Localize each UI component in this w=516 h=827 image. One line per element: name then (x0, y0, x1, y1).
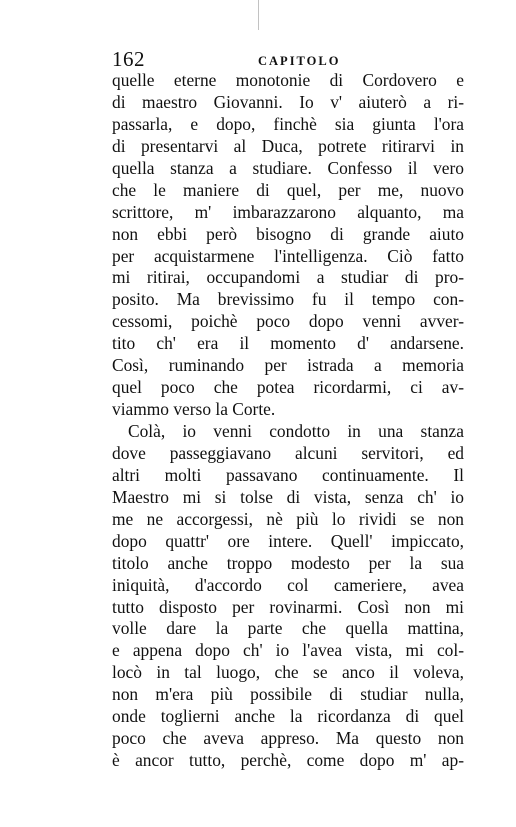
text-line: quella stanza a studiare. Confesso il vero (112, 157, 464, 178)
text-line: dove passeggiavano alcuni servitori, ed (112, 442, 464, 463)
page-number: 162 (112, 47, 145, 71)
text-line: quelle eterne monotonie di Cordovero e (112, 70, 464, 90)
text-line: non m'era più possibile di studiar nulla, (112, 684, 464, 705)
text-line: e appena dopo ch' io l'avea vista, mi col- (112, 640, 464, 661)
text-line: quel poco che potea ricordarmi, ci av- (112, 377, 464, 398)
text-line: cessomi, poichè poco dopo venni avver- (112, 311, 464, 332)
text-line: iniquità, d'accordo col cameriere, avea (112, 574, 464, 595)
text-line: posito. Ma brevissimo fu il tempo con- (112, 289, 464, 310)
text-line: dopo quattr' ore intere. Quell' impiccato, (112, 530, 464, 551)
text-line: che le maniere di quel, per me, nuovo (112, 179, 464, 200)
page-header (112, 47, 472, 71)
text-line: per acquistarmene l'intelligenza. Ciò fatto (112, 245, 464, 266)
text-line: passarla, e dopo, finchè sia giunta l'ora (112, 113, 464, 134)
text-line: tito ch' era il momento d' andarsene. (112, 333, 464, 354)
paragraph-first-line: Colà, io venni condotto in una stanza (128, 421, 464, 441)
text-line: locò in tal luogo, che se anco il voleva, (112, 662, 464, 683)
body-text (112, 70, 464, 772)
running-head: CAPITOLO (258, 54, 341, 68)
text-line: mi ritirai, occupandomi a studiar di pro- (112, 267, 464, 288)
text-line: volle dare la parte che quella mattina, (112, 618, 464, 639)
text-line: di presentarvi al Duca, potrete ritirarvi in (112, 135, 464, 156)
text-line: tutto disposto per rovinarmi. Così non mi (112, 596, 464, 617)
page-fold-mark (258, 0, 259, 30)
text-line: onde toglierni anche la ricordanza di quel (112, 706, 464, 727)
text-line: è ancor tutto, perchè, come dopo m' ap- (112, 750, 464, 771)
text-line: poco che aveva appreso. Ma questo non (112, 728, 464, 749)
text-line: scrittore, m' imbarazzarono alquanto, ma (112, 201, 464, 222)
text-line: altri molti passavano continuamente. Il (112, 464, 464, 485)
text-line: titolo anche troppo modesto per la sua (112, 552, 464, 573)
paragraph-last-line: viammo verso la Corte. (112, 399, 276, 420)
text-line: di maestro Giovanni. Io v' aiuterò a ri- (112, 91, 464, 112)
text-line: Così, ruminando per istrada a memoria (112, 355, 464, 376)
text-line: non ebbi però bisogno di grande aiuto (112, 223, 464, 244)
text-line: Maestro mi si tolse di vista, senza ch' io (112, 486, 464, 507)
text-line: me ne accorgessi, nè più lo rividi se non (112, 508, 464, 529)
